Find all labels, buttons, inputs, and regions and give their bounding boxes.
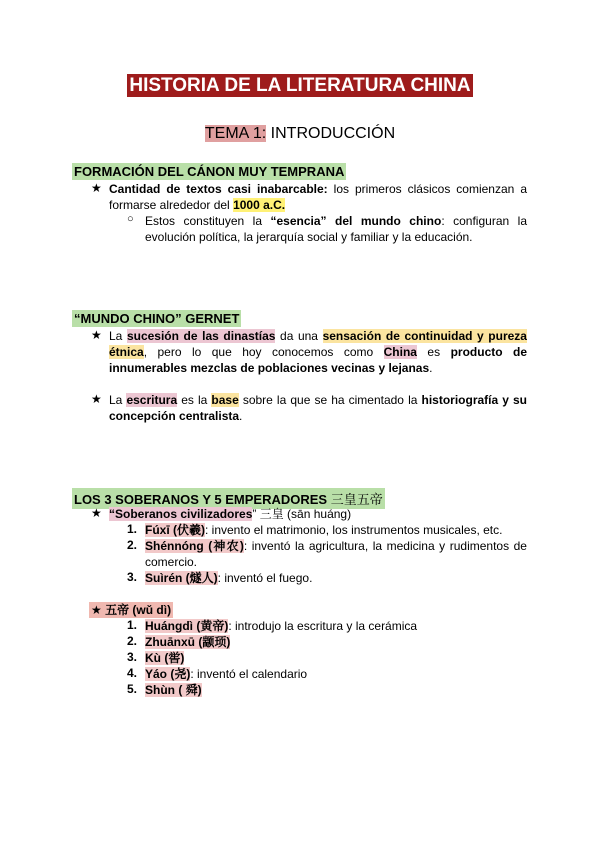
canon-bold: Cantidad de textos casi inabarcable: [109, 182, 328, 196]
g-h3: étnica [109, 345, 144, 359]
star-bullet-icon: ★ [91, 181, 102, 195]
sub-text1: Estos constituyen la [145, 214, 271, 228]
section-heading-gernet: “MUNDO CHINO” GERNET [74, 311, 240, 326]
title-text: HISTORIA DE LA LITERATURA CHINA [129, 75, 471, 96]
canon-sub-line1 [145, 213, 527, 229]
item-text: : inventó el fuego. [217, 571, 313, 585]
list-number: 5. [127, 682, 138, 696]
list-number: 2. [127, 634, 138, 648]
soberanos-heading-cn: 三皇五帝 [330, 492, 383, 507]
list-item-zhuanxu [145, 634, 230, 650]
item-name: Zhuānxū (颛顼) [145, 635, 231, 649]
gernet-b2-line2 [109, 408, 242, 424]
tema-text: INTRODUCCIÓN [266, 125, 396, 142]
canon-bullet-line2 [109, 197, 285, 213]
item-name: Yáo (尧) [145, 667, 191, 681]
list-item-shun [145, 682, 202, 698]
g-line3: innumerables mezclas de poblaciones vecinas y lejanas [109, 361, 430, 375]
star-bullet-icon: ★ [91, 603, 102, 617]
star-bullet-icon: ★ [91, 392, 102, 406]
list-item-fuxi [145, 522, 502, 538]
item-text: : inventó la agricultura, la medicina y rudimentos de [243, 539, 527, 553]
item-text: : invento el matrimonio, los instrumentos musicales, etc. [205, 523, 503, 537]
circle-bullet-icon: ○ [127, 213, 134, 225]
list-number: 1. [127, 618, 138, 632]
item-text: : introdujo la escritura y la cerámica [228, 619, 418, 633]
section-heading-canon: FORMACIÓN DEL CÁNON MUY TEMPRANA [74, 164, 345, 179]
star-bullet-icon: ★ [91, 328, 102, 342]
item-name: Kù (喾) [145, 651, 185, 665]
star-bullet-icon: ★ [91, 506, 102, 520]
canon-date: 1000 a.C. [233, 198, 286, 212]
gernet-b2-line1 [109, 392, 527, 408]
g-t4: es [416, 345, 451, 359]
g2-t4: . [239, 409, 243, 423]
g2-t2: es la [177, 393, 212, 407]
list-item-yao [145, 666, 307, 682]
g2-t3: sobre la que se ha cimentado la [238, 393, 422, 407]
wudi-label: 五帝 (wǔ dì) [101, 603, 172, 617]
item-text: : inventó el calendario [190, 667, 308, 681]
list-number: 4. [127, 666, 138, 680]
item-name: Huángdì (黄帝) [145, 619, 229, 633]
g-t1: La [109, 329, 127, 343]
sub-bold: “esencia” del mundo chino [270, 214, 442, 228]
canon-sub-line2: evolución política, la jerarquía social y familiar y la educación. [145, 230, 473, 244]
g-t3: , pero lo que hoy conocemos como [143, 345, 384, 359]
list-number: 1. [127, 522, 138, 536]
tema-heading [0, 125, 600, 143]
item-name: Shénnóng (神农) [145, 539, 244, 553]
gernet-b1-line3 [109, 360, 433, 376]
wudi-bullet [89, 602, 173, 618]
g2-h2: base [211, 393, 239, 407]
soberanos-heading-text: LOS 3 SOBERANOS Y 5 EMPERADORES [74, 492, 328, 507]
list-item-shennong [145, 538, 527, 554]
list-number: 3. [127, 650, 138, 664]
list-number: 3. [127, 570, 138, 584]
soberanos-bold: “Soberanos civilizadores [109, 507, 253, 521]
list-item-ku [145, 650, 184, 666]
canon-text1: los primeros clásicos comienzan a [327, 182, 527, 196]
g-t2: da una [275, 329, 323, 343]
list-item-suiren [145, 570, 312, 586]
list-number: 2. [127, 538, 138, 552]
sub-text2: : configuran la [441, 214, 527, 228]
list-item-shennong-line2: comercio. [145, 555, 198, 569]
gernet-b1-line2 [109, 344, 527, 360]
list-item-huangdi [145, 618, 417, 634]
g-b1: producto de [450, 345, 528, 359]
item-name: Fúxī (伏羲) [145, 523, 205, 537]
g-h1: sucesión de las dinastías [126, 329, 276, 343]
soberanos-bullet [109, 506, 351, 522]
gernet-b1-line1 [109, 328, 527, 344]
g2-t1: La [109, 393, 127, 407]
canon-text2: formarse alrededor del [109, 198, 234, 212]
g2-h1: escritura [126, 393, 178, 407]
item-name: Shùn ( 舜) [145, 683, 202, 697]
item-name: Suìrén (燧人) [145, 571, 218, 585]
g-h4: China [383, 345, 417, 359]
tema-label: TEMA 1: [204, 125, 267, 142]
soberanos-text: ” 三皇 (sān huáng) [252, 507, 352, 521]
g2-b1: historiografía y su [421, 393, 527, 407]
canon-bullet-line1 [109, 181, 527, 197]
g-t5: . [429, 361, 433, 375]
g-h2: sensación de continuidad y pureza [322, 329, 527, 343]
document-title [0, 75, 600, 97]
g2-line2: concepción centralista [109, 409, 240, 423]
